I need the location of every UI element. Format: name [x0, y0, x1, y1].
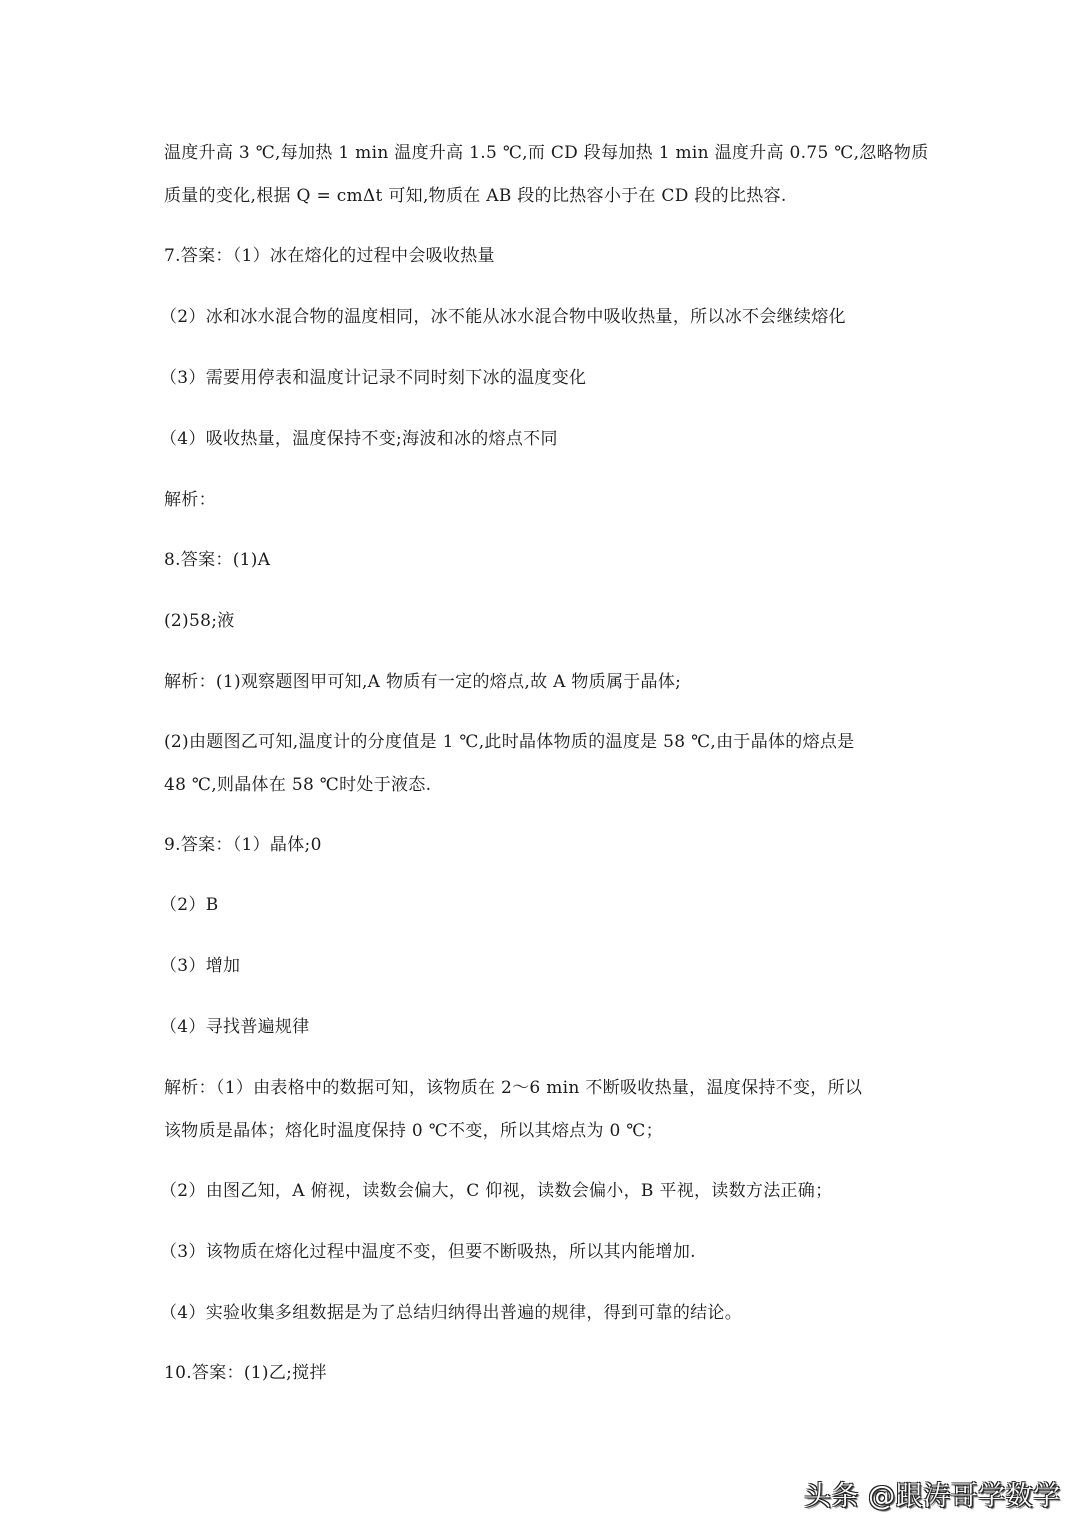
answer-9-analysis-1-cont: 该物质是晶体；熔化时温度保持 0 ℃不变，所以其熔点为 0 ℃；	[164, 1121, 663, 1141]
answer-9-analysis-2: （2）由图乙知，A 俯视，读数会偏大，C 仰视，读数会偏小，B 平视，读数方法正确；	[160, 1181, 833, 1201]
answer-7-part-4: （4）吸收热量，温度保持不变;海波和冰的熔点不同	[160, 429, 558, 449]
answer-9-part-4: （4）寻找普遍规律	[160, 1017, 310, 1037]
paragraph-line-6-analysis-cont-1: 温度升高 3 ℃,每加热 1 min 温度升高 1.5 ℃,而 CD 段每加热 1 min 温度升高 0.75 ℃,忽略物质	[164, 143, 929, 163]
answer-9-heading: 9.答案：（1）晶体;0	[164, 835, 322, 855]
answer-7-analysis-label: 解析：	[164, 490, 216, 510]
answer-7-part-2: （2）冰和冰水混合物的温度相同，冰不能从冰水混合物中吸收热量，所以冰不会继续熔化	[160, 307, 846, 327]
answer-9-part-3: （3）增加	[160, 956, 241, 976]
answer-8-analysis-1: 解析：(1)观察题图甲可知,A 物质有一定的熔点,故 A 物质属于晶体;	[164, 672, 682, 692]
answer-7-part-3: （3）需要用停表和温度计记录不同时刻下冰的温度变化	[160, 368, 587, 388]
answer-8-part-2: (2)58;液	[164, 611, 235, 631]
answer-9-analysis-3: （3）该物质在熔化过程中温度不变，但要不断吸热，所以其内能增加.	[160, 1242, 696, 1262]
answer-9-analysis-4: （4）实验收集多组数据是为了总结归纳得出普遍的规律，得到可靠的结论。	[160, 1303, 743, 1323]
watermark-author: 头条 @跟涛哥学数学	[804, 1481, 1061, 1512]
answer-8-analysis-2: (2)由题图乙可知,温度计的分度值是 1 ℃,此时晶体物质的温度是 58 ℃,由于晶体的熔点是	[164, 732, 855, 752]
answer-8-heading: 8.答案：(1)A	[164, 550, 271, 570]
answer-7-heading: 7.答案：（1）冰在熔化的过程中会吸收热量	[164, 246, 495, 266]
answer-9-part-2: （2）B	[160, 895, 219, 915]
answer-10-heading: 10.答案：(1)乙;搅拌	[164, 1363, 327, 1383]
answer-9-analysis-1: 解析：（1）由表格中的数据可知，该物质在 2～6 min 不断吸收热量，温度保持不变，所以	[164, 1078, 863, 1098]
paragraph-line-6-analysis-cont-2: 质量的变化,根据 Q = cmΔt 可知,物质在 AB 段的比热容小于在 CD 段的比热容.	[164, 186, 787, 206]
answer-8-analysis-2-cont: 48 ℃,则晶体在 58 ℃时处于液态.	[164, 775, 432, 795]
